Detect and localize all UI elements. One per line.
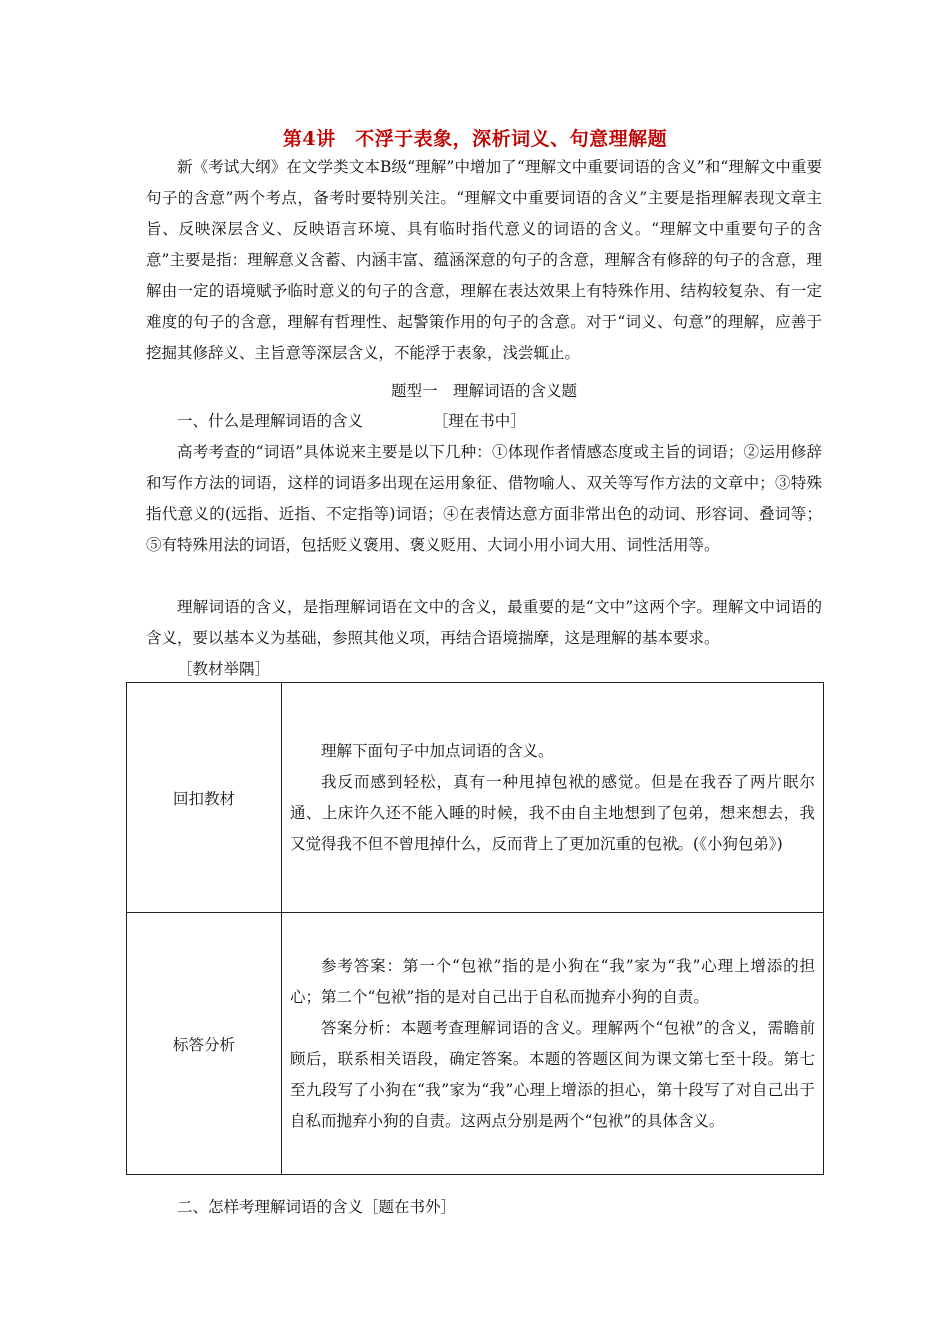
passage-part-1: 我反而感到轻松，真有一种甩掉 <box>321 772 552 791</box>
row-label-answer: 标答分析 <box>127 913 282 1175</box>
row-content-answer <box>282 913 824 1175</box>
heading-what: 一、什么是理解词语的含义 ［理在书中］ <box>177 412 526 430</box>
intro-paragraph: 新《考试大纲》在文学类文本B级“理解”中增加了“理解文中重要词语的含义”和“理解文中重要句子的含意”两个考点，备考时要特别关注。“理解文中重要词语的含义”主要是指理解表现文章主旨、反映深层含义、反映语言环境、具有临时指代意义的词语的含义。“理解文中重要句子的含意”主要是指：理解意义含蓄、内涵丰富、蕴涵深意的句子的含意，理解含有修辞的句子的含意，理解由一定的语境赋予临时意义的句子的含意，理解在表达效果上有特殊作用、结构较复杂、有一定难度的句子的含意，理解有哲理性、起警策作用的句子的含意。对于“词义、句意”的理解，应善于挖掘其修辞义、主旨意等深层含义，不能浮于表象，浅尝辄止。 <box>146 158 822 362</box>
table-row <box>127 683 824 913</box>
dotted-word-1: 包袱 <box>551 772 585 791</box>
page-title: 第4讲 不浮于表象，深析词义、句意理解题 <box>282 128 668 150</box>
example-label: ［教材举隅］ <box>177 660 271 678</box>
passage-part-3: 。(《小狗包弟》) <box>677 834 783 853</box>
heading-how: 二、怎样考理解词语的含义［题在书外］ <box>177 1198 457 1216</box>
dotted-word-2: 包袱 <box>646 834 678 853</box>
example-table <box>126 682 824 1175</box>
question-text: 理解下面句子中加点词语的含义。 <box>321 741 554 760</box>
reference-answer: 参考答案：第一个“包袱”指的是小狗在“我”家为“我”心理上增添的担心；第二个“包袱”指的是对自己出于自私而抛弃小狗的自责。 <box>290 956 815 1006</box>
row-label-textbook: 回扣教材 <box>127 683 282 913</box>
row-content-textbook <box>282 683 824 913</box>
para-word-types: 高考考查的“词语”具体说来主要是以下几种：①体现作者情感态度或主旨的词语；②运用修辞和写作方法的词语，这样的词语多出现在运用象征、借物喻人、双关等写作方法的文章中；③特殊指代意义的(远指、近指、不定指等)词语；④在表情达意方面非常出色的动词、形容词、叠词等；⑤有特殊用法的词语，包括贬义褒用、褒义贬用、大词小用小词大用、词性活用等。 <box>146 443 822 554</box>
quoted-passage <box>290 767 815 860</box>
para-understanding: 理解词语的含义，是指理解词语在文中的含义，最重要的是“文中”这两个字。理解文中词语的含义，要以基本义为基础，参照其他义项，再结合语境揣摩，这是理解的基本要求。 <box>146 598 822 647</box>
passage-part-2: 的感觉。但是在我吞了两片眠尔通、上床许久还不能入睡的时候，我不由自主地想到了包弟，想来想去，我又觉得我不但不曾甩掉什么，反而背上了更加沉重的 <box>290 772 815 853</box>
answer-analysis: 答案分析：本题考查理解词语的含义。理解两个“包袱”的含义，需瞻前顾后，联系相关语段，确定答案。本题的答题区间为课文第七至十段。第七至九段写了小狗在“我”家为“我”心理上增添的担心，第十段写了对自己出于自私而抛弃小狗的自责。这两点分别是两个“包袱”的具体含义。 <box>290 1018 815 1130</box>
section-title: 题型一 理解词语的含义题 <box>390 382 577 400</box>
table-row <box>127 913 824 1175</box>
